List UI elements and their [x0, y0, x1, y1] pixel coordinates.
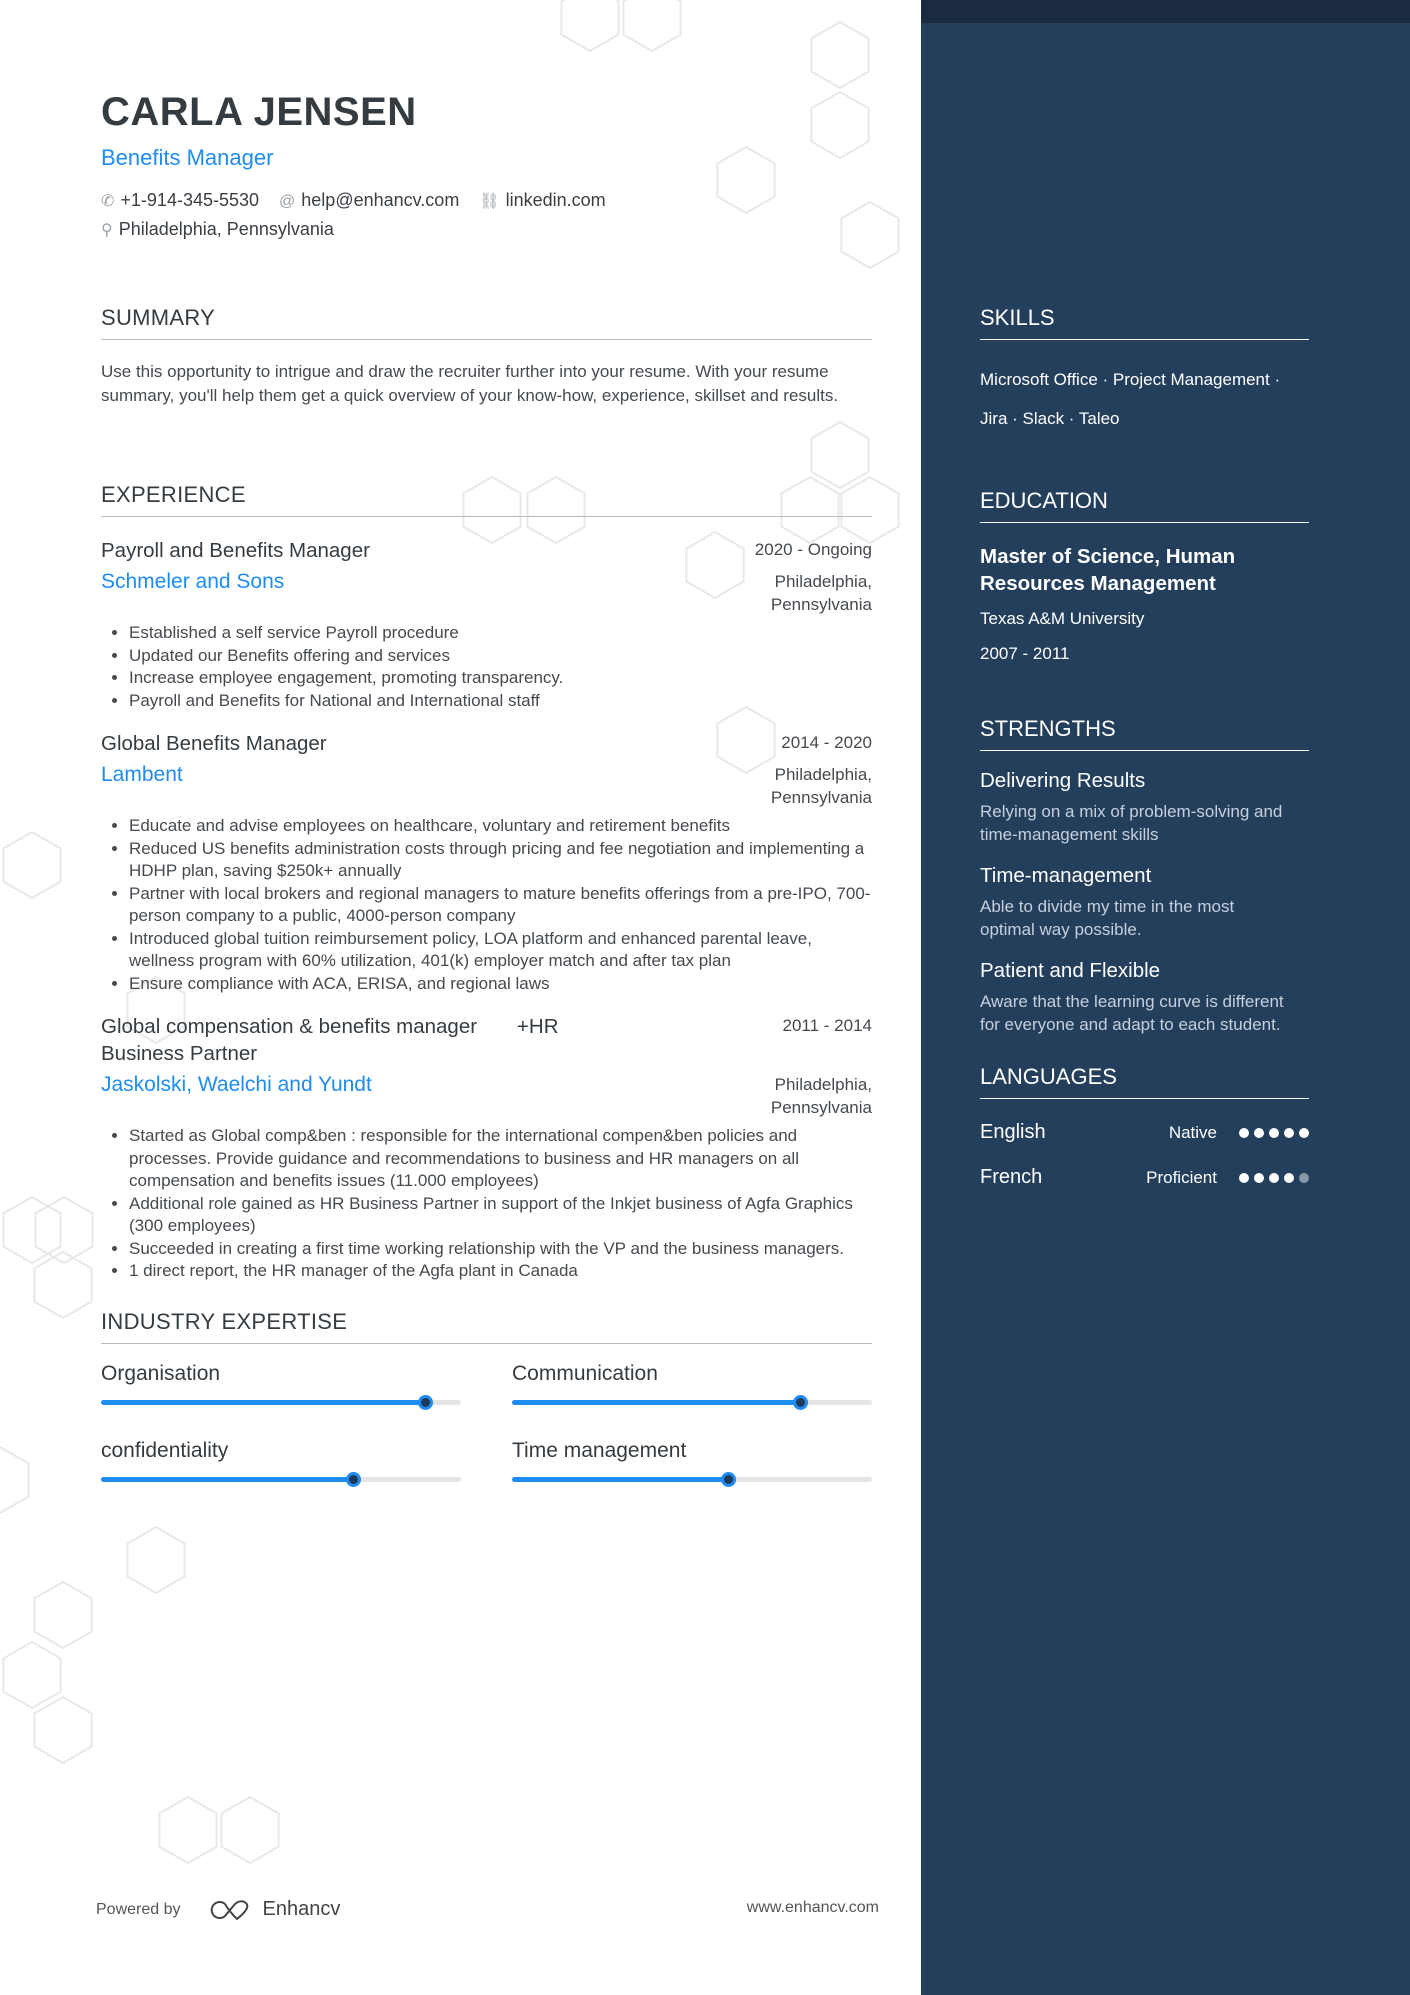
- expertise-knob: [346, 1472, 361, 1487]
- expertise-knob: [418, 1395, 433, 1410]
- strength-item: [980, 864, 1290, 941]
- phone-icon: ✆: [101, 193, 115, 210]
- job-location: [771, 1073, 872, 1119]
- skills-line: Microsoft Office · Project Management ·: [980, 370, 1281, 389]
- job-location: [771, 570, 872, 616]
- location-line: Philadelphia,: [774, 572, 872, 591]
- expertise-knob: [721, 1472, 736, 1487]
- degree: Master of Science, Human Resources Management: [980, 545, 1236, 595]
- summary-text: Use this opportunity to intrigue and draw the recruiter further into your resume. With your resume summary, you'll help them get a quick overview of your know-how, experience, skillset and results.: [101, 362, 839, 405]
- hexagon-shape: [811, 422, 868, 488]
- job-title: Global compensation & benefits manager +HR Business Partner: [101, 1015, 565, 1065]
- hexagon-shape: [127, 1527, 184, 1593]
- job-title: Payroll and Benefits Manager: [101, 539, 370, 562]
- hexagon-shape: [159, 1797, 216, 1863]
- bullet-item: • Started as Global comp&ben : responsible for the international compen&ben policies and processes. Provide guidance and recommendations to business and HR managers on all compensation and benefits issues (11.000 employees): [129, 1125, 872, 1193]
- contact-row: [101, 190, 606, 211]
- expertise-bar: [512, 1477, 872, 1482]
- candidate-name: CARLA JENSEN: [101, 90, 417, 134]
- skills-heading: SKILLS: [980, 305, 1309, 340]
- job-bullets: [101, 1125, 872, 1283]
- hexagon-shape: [34, 1252, 91, 1318]
- hexagon-shape: [0, 1447, 29, 1513]
- expertise-fill: [101, 1477, 353, 1482]
- footer-url[interactable]: www.enhancv.com: [746, 1899, 879, 1916]
- enhancv-logo-icon: [207, 1899, 253, 1921]
- education-heading: EDUCATION: [980, 488, 1309, 523]
- school: Texas A&M University: [980, 609, 1145, 628]
- job-dates: 2020 - Ongoing: [754, 540, 872, 559]
- level-dot: [1269, 1128, 1279, 1138]
- hexagon-shape: [841, 202, 898, 268]
- hexagon-shape: [623, 0, 680, 51]
- bullet-item: • 1 direct report, the HR manager of the Agfa plant in Canada: [129, 1260, 872, 1283]
- language-name: French: [980, 1166, 1043, 1188]
- level-dot: [1284, 1128, 1294, 1138]
- phone-text: +1-914-345-5530: [120, 190, 260, 210]
- expertise-bar: [101, 1477, 461, 1482]
- company-name: Lambent: [101, 763, 183, 786]
- language-item: [980, 1166, 1309, 1189]
- job-bullets: [101, 815, 872, 995]
- skills-line: Jira · Slack · Taleo: [980, 409, 1120, 428]
- link-text[interactable]: linkedin.com: [505, 190, 606, 210]
- location-line: Pennsylvania: [770, 788, 872, 807]
- strength-title: Patient and Flexible: [980, 959, 1161, 982]
- sidebar-flow: [980, 716, 1309, 1189]
- bullet-item: • Additional role gained as HR Business Partner in support of the Inkjet business of Agfa Graphics (300 employees): [129, 1193, 872, 1238]
- bullet-item: • Increase employee engagement, promoting transparency.: [129, 667, 872, 690]
- hexagon-shape: [34, 1697, 91, 1763]
- expertise-label: Communication: [512, 1361, 658, 1385]
- job-bullets: [101, 622, 872, 712]
- hexagon-shape: [3, 1197, 60, 1263]
- strength-item: [980, 769, 1290, 846]
- location-line: Pennsylvania: [770, 1098, 872, 1117]
- hexagon-shape: [811, 92, 868, 158]
- level-dot: [1284, 1173, 1294, 1183]
- summary-heading: SUMMARY: [101, 305, 872, 340]
- hexagon-shape: [221, 1797, 278, 1863]
- bullet-item: • Payroll and Benefits for National and International staff: [129, 690, 872, 713]
- bullet-item: • Succeeded in creating a first time working relationship with the VP and the business managers.: [129, 1238, 872, 1261]
- level-dot: [1254, 1128, 1264, 1138]
- bullet-item: • Updated our Benefits offering and services: [129, 645, 872, 668]
- languages-heading: LANGUAGES: [980, 1064, 1309, 1099]
- hexagon-shape: [561, 0, 618, 51]
- expertise-item: [512, 1439, 872, 1482]
- industry-expertise-heading: INDUSTRY EXPERTISE: [101, 1309, 872, 1344]
- main-flow: [101, 537, 872, 1482]
- language-dots: [1239, 1173, 1309, 1183]
- footer-branding: [96, 1898, 340, 1921]
- job-location: [771, 763, 872, 809]
- expertise-knob: [793, 1395, 808, 1410]
- company-name: Schmeler and Sons: [101, 570, 285, 593]
- job-dates: 2011 - 2014: [782, 1016, 872, 1035]
- job-entry: [101, 1013, 872, 1283]
- expertise-item: [512, 1362, 872, 1405]
- bullet-item: • Introduced global tuition reimbursement policy, LOA platform and enhanced parental leave, wellness program with 60% utilization, 401(k) employer match and after tax plan: [129, 928, 872, 973]
- language-item: [980, 1121, 1309, 1144]
- strength-title: Delivering Results: [980, 769, 1146, 792]
- language-name: English: [980, 1121, 1046, 1143]
- education-years: 2007 - 2011: [980, 644, 1070, 663]
- bullet-item: • Reduced US benefits administration costs through pricing and fee negotiation and implementing a HDHP plan, saving $250k+ annually: [129, 838, 872, 883]
- powered-by-text: Powered by: [96, 1900, 181, 1918]
- job-title: Global Benefits Manager: [101, 732, 327, 755]
- sidebar-top-strip: [921, 0, 1410, 23]
- location-text: Philadelphia, Pennsylvania: [118, 219, 334, 239]
- strength-item: [980, 959, 1290, 1036]
- strength-desc: Relying on a mix of problem-solving and time-management skills: [980, 802, 1283, 844]
- expertise-item: [101, 1439, 461, 1482]
- link-icon: ⛓: [479, 193, 500, 210]
- expertise-label: confidentiality: [101, 1438, 229, 1462]
- phone-item: [101, 190, 259, 211]
- expertise-item: [101, 1362, 461, 1405]
- expertise-bar: [101, 1400, 461, 1405]
- strength-title: Time-management: [980, 864, 1152, 887]
- location-line: Philadelphia,: [774, 1075, 872, 1094]
- expertise-bar: [512, 1400, 872, 1405]
- expertise-fill: [512, 1477, 728, 1482]
- language-dots: [1239, 1128, 1309, 1138]
- level-dot: [1239, 1173, 1249, 1183]
- strength-desc: Aware that the learning curve is different for everyone and adapt to each student.: [980, 992, 1284, 1034]
- location-row: [101, 219, 334, 240]
- hexagon-shape: [811, 22, 868, 88]
- job-entry: [101, 537, 872, 712]
- experience-heading: EXPERIENCE: [101, 482, 872, 517]
- hexagon-shape: [3, 832, 60, 898]
- company-name: Jaskolski, Waelchi and Yundt: [101, 1073, 372, 1096]
- location-pin-icon: ⚲: [101, 222, 113, 239]
- expertise-fill: [101, 1400, 425, 1405]
- level-dot: [1239, 1128, 1249, 1138]
- bullet-item: • Ensure compliance with ACA, ERISA, and regional laws: [129, 973, 872, 996]
- enhancv-brand-text: Enhancv: [262, 1898, 341, 1920]
- hexagon-shape: [717, 147, 774, 213]
- language-level: Native: [1168, 1122, 1217, 1142]
- skills-list: [980, 360, 1309, 438]
- hexagon-shape: [3, 1642, 60, 1708]
- level-dot: [1299, 1173, 1309, 1183]
- strengths-heading: STRENGTHS: [980, 716, 1309, 751]
- email-item[interactable]: [279, 190, 459, 211]
- level-dot: [1269, 1173, 1279, 1183]
- level-dot: [1254, 1173, 1264, 1183]
- language-level: Proficient: [1146, 1167, 1217, 1187]
- hexagon-shape: [35, 1197, 92, 1263]
- expertise-label: Organisation: [101, 1361, 221, 1385]
- hexagon-shape: [34, 1582, 91, 1648]
- link-item[interactable]: [479, 190, 605, 211]
- strength-desc: Able to divide my time in the most optimal way possible.: [980, 897, 1235, 939]
- at-icon: @: [279, 193, 296, 210]
- expertise-fill: [512, 1400, 800, 1405]
- enhancv-logo[interactable]: [207, 1898, 341, 1921]
- email-text[interactable]: help@enhancv.com: [301, 190, 460, 210]
- location-line: Pennsylvania: [770, 595, 872, 614]
- bullet-item: • Educate and advise employees on healthcare, voluntary and retirement benefits: [129, 815, 872, 838]
- bullet-item: • Established a self service Payroll procedure: [129, 622, 872, 645]
- bullet-item: • Partner with local brokers and regional managers to mature benefits offerings from a pre-IPO, 700-person company to a public, 4000-person company: [129, 883, 872, 928]
- location-line: Philadelphia,: [774, 765, 872, 784]
- expertise-label: Time management: [512, 1438, 687, 1462]
- candidate-title: Benefits Manager: [101, 145, 274, 170]
- job-entry: [101, 730, 872, 995]
- job-dates: 2014 - 2020: [781, 733, 872, 752]
- level-dot: [1299, 1128, 1309, 1138]
